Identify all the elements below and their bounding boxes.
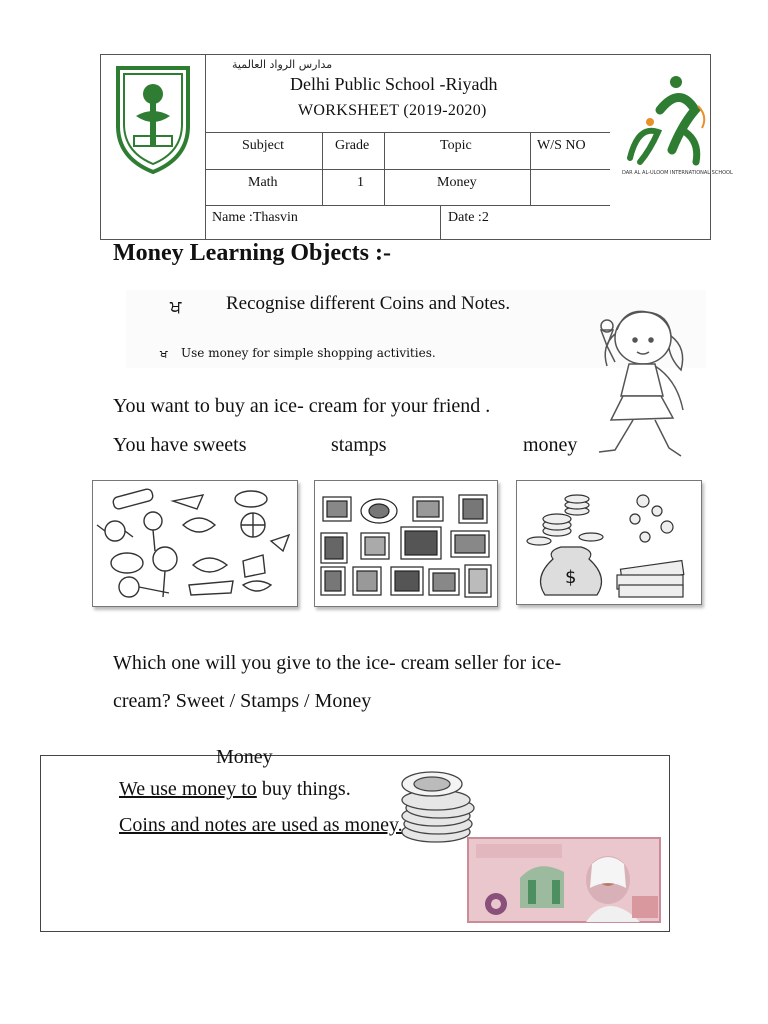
answer-text: Money [216,746,273,768]
date-field: Date :2 [448,210,489,225]
ws-no-header: W/S NO [537,138,586,153]
table-line [205,205,610,206]
table-line [384,132,385,205]
stamps-illustration [315,481,497,606]
topic-header: Topic [440,138,472,153]
money-bag-illustration [517,481,701,604]
worksheet-title: WORKSHEET (2019-2020) [298,102,487,119]
sweets-illustration [93,481,297,606]
topic-value: Money [437,175,477,190]
question-line-2: cream? Sweet / Stamps / Money [113,690,372,712]
school-name: Delhi Public School -Riyadh [290,74,498,94]
arabic-school-name: مدارس الرواد العالمية [232,58,333,71]
stamps-label: stamps [331,434,387,456]
sentence-2: Coins and notes are used as money. [119,814,403,836]
sweets-picture [92,480,298,607]
coin-stack-illustration [392,766,484,848]
name-field: Name :Thasvin [212,210,298,225]
table-line [205,169,610,170]
table-line [205,132,610,133]
objective-1: Recognise different Coins and Notes. [226,293,511,314]
objectives-heading: Money Learning Objects :- [113,240,391,266]
subject-value: Math [248,175,278,190]
question-line-1: Which one will you give to the ice- cream seller for ice- [113,652,562,674]
have-label: You have sweets [113,434,247,456]
grade-header: Grade [335,138,370,153]
logo-cell [100,54,206,240]
right-school-logo [620,70,733,180]
story-line: You want to buy an ice- cream for your friend . [113,395,491,417]
bullet-icon: ਖ [170,297,182,317]
grade-value: 1 [357,175,364,190]
table-line [530,132,531,205]
school-crest-logo [100,56,206,176]
svg-text:$: $ [565,567,577,588]
table-line [440,205,441,240]
sentence-1-underlined: We use money to [119,778,257,800]
stamps-picture [314,480,498,607]
money-label: money [523,434,578,456]
sentence-1 [119,778,351,801]
right-logo-caption: DAR AL AL-ULOOM INTERNATIONAL SCHOOL [622,170,733,176]
objective-2: Use money for simple shopping activities. [181,346,436,360]
subject-header: Subject [242,138,284,153]
sentence-1-rest: buy things. [256,778,351,800]
bullet-icon: ਖ [160,347,168,361]
girl-with-icecream-illustration [585,300,705,465]
table-line [322,132,323,205]
saudi-banknote-image [468,838,660,922]
money-picture [516,480,702,605]
